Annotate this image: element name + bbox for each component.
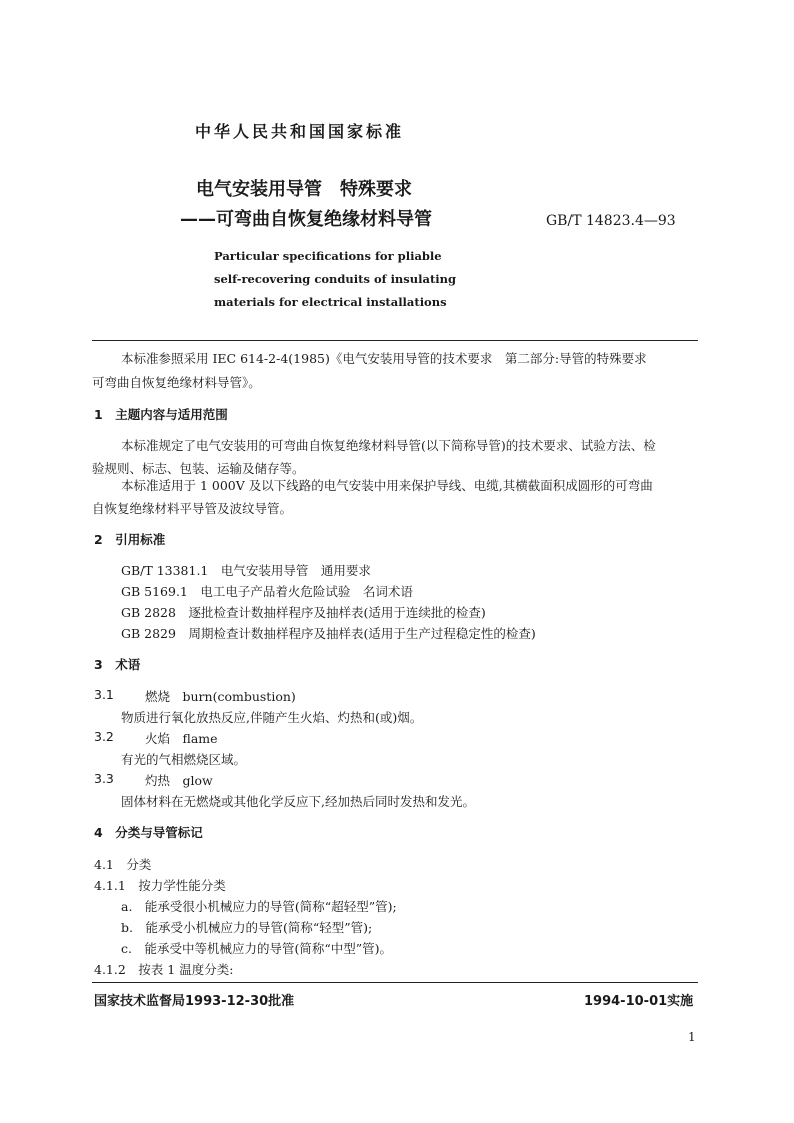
- s1-p2-line1: 本标准适用于 1 000V 及以下线路的电气安装中用来保护导线、电缆,其横截面积成圆形的可弯曲: [121, 478, 653, 493]
- s1-p1-line1: 本标准规定了电气安装用的可弯曲自恢复绝缘材料导管(以下简称导管)的技术要求、试验方法、检: [121, 438, 656, 453]
- clause-4-1: 4.1 分类: [94, 857, 152, 872]
- term-name: 灼热 glow: [145, 773, 213, 788]
- term-name: 火焰 flame: [145, 731, 218, 746]
- clause-4-1-1: 4.1.1 按力学性能分类: [94, 878, 226, 893]
- section-3-title: 3 术语: [94, 657, 141, 672]
- term-number: 3.2: [94, 729, 114, 744]
- effective-date: 1994-10-01实施: [584, 994, 694, 1009]
- term-number: 3.1: [94, 687, 114, 702]
- list-item: b. 能承受小机械应力的导管(简称“轻型”管);: [121, 920, 373, 935]
- intro-line2: 可弯曲自恢复绝缘材料导管》。: [92, 375, 261, 390]
- term-definition: 物质进行氧化放热反应,伴随产生火焰、灼热和(或)烟。: [121, 710, 423, 725]
- footer-divider: [92, 982, 698, 983]
- top-divider: [92, 340, 698, 341]
- standard-category-header: 中华人民共和国国家标准: [195, 122, 405, 141]
- term-name: 燃烧 burn(combustion): [145, 689, 296, 704]
- term-definition: 固体材料在无燃烧或其他化学反应下,经加热后同时发热和发光。: [121, 794, 475, 809]
- standard-number: GB/T 14823.4—93: [546, 213, 676, 229]
- page-number: 1: [688, 1030, 696, 1044]
- english-title-line1: Particular specifications for pliable: [214, 249, 442, 263]
- section-4-title: 4 分类与导管标记: [94, 825, 203, 840]
- document-title-line1: 电气安装用导管 特殊要求: [196, 179, 412, 200]
- list-item: a. 能承受很小机械应力的导管(简称“超轻型”管);: [121, 899, 397, 914]
- clause-4-1-2: 4.1.2 按表 1 温度分类:: [94, 962, 234, 977]
- reference-item: GB/T 13381.1 电气安装用导管 通用要求: [121, 563, 371, 578]
- approval-date: 国家技术监督局1993-12-30批准: [94, 994, 295, 1009]
- section-1-title: 1 主题内容与适用范围: [94, 407, 228, 422]
- term-number: 3.3: [94, 771, 114, 786]
- s1-p2-line2: 自恢复绝缘材料平导管及波纹导管。: [92, 501, 293, 516]
- s1-p1-line2: 验规则、标志、包装、运输及储存等。: [92, 461, 305, 476]
- english-title-line3: materials for electrical installations: [214, 295, 447, 309]
- section-2-title: 2 引用标准: [94, 532, 166, 547]
- intro-line1: 本标准参照采用 IEC 614-2-4(1985)《电气安装用导管的技术要求 第二部分:导管的特殊要求: [121, 351, 647, 366]
- document-title-line2: ——可弯曲自恢复绝缘材料导管: [180, 209, 432, 230]
- list-item: c. 能承受中等机械应力的导管(简称“中型”管)。: [121, 941, 393, 956]
- reference-item: GB 2828 逐批检查计数抽样程序及抽样表(适用于连续批的检查): [121, 605, 486, 620]
- english-title-line2: self-recovering conduits of insulating: [214, 272, 457, 286]
- reference-item: GB 2829 周期检查计数抽样程序及抽样表(适用于生产过程稳定性的检查): [121, 626, 536, 641]
- term-definition: 有光的气相燃烧区域。: [121, 752, 247, 767]
- reference-item: GB 5169.1 电工电子产品着火危险试验 名词术语: [121, 584, 413, 599]
